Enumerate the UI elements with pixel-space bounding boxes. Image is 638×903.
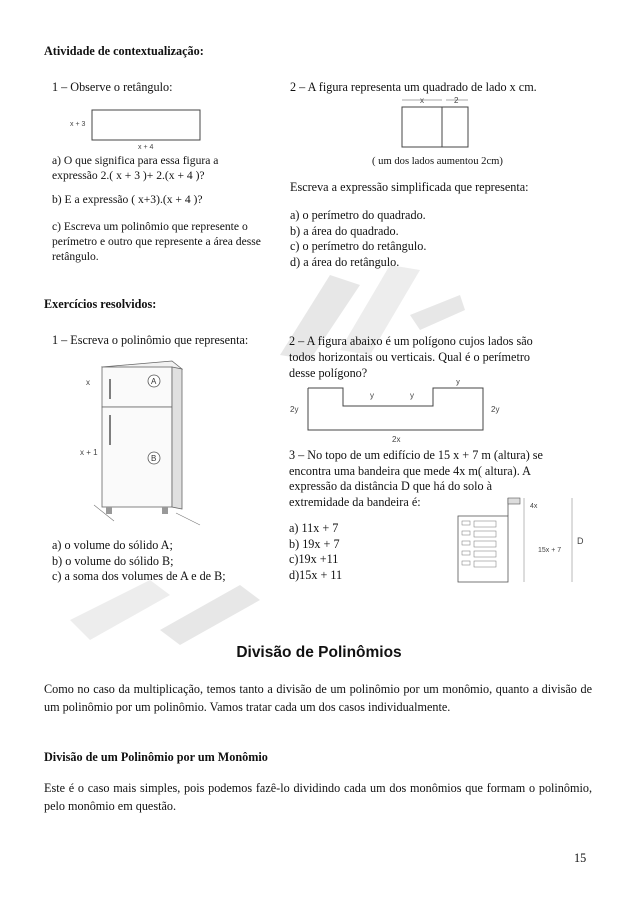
distance-D-label: D — [577, 536, 584, 546]
solved-q1-option-a: a) o volume do sólido A; — [52, 538, 173, 552]
polygon-figure — [288, 380, 513, 445]
solved-q1-title: 1 – Escreva o polinômio que representa: — [52, 333, 249, 347]
q1-item-a: a) O que significa para essa figura a expressão 2.( x + 3 )+ 2.(x + 4 )? — [52, 154, 219, 182]
fridge-x1-label: x + 1 — [80, 448, 98, 457]
q2-option-b: b) a área do quadrado. — [290, 223, 399, 238]
q1-item-c: c) Escreva um polinômio que represente o perímetro e outro que represente a área desse retângulo. — [52, 220, 261, 263]
solved-q3-option-b: b) 19x + 7 — [289, 536, 340, 551]
solved-q1-options — [52, 538, 226, 585]
section-heading-solved: Exercícios resolvidos: — [44, 297, 157, 311]
q2-option-c: c) o perímetro do retângulo. — [290, 239, 427, 253]
q2-option-a: a) o perímetro do quadrado. — [290, 208, 426, 222]
rect-bottom-label: x + 4 — [138, 144, 154, 151]
q2-note: ( um dos lados aumentou 2cm) — [372, 156, 503, 167]
fridge-A-label: A — [151, 377, 157, 386]
square-figure — [392, 94, 482, 154]
q1-item-b: b) E a expressão ( x+3).(x + 4 )? — [52, 193, 203, 206]
solved-q1-option-c: c) a soma dos volumes de A e de B; — [52, 569, 226, 583]
refrigerator-figure — [80, 355, 230, 530]
rect-left-label: x + 3 — [70, 121, 86, 128]
poly-y-2: y — [410, 391, 414, 400]
division-intro: Como no caso da multiplicação, temos tanto a divisão de um polinômio por um monômio, quanto a divisão de um polinômio por um polinômio. Vamos tratar cada um dos casos individualmente. — [44, 682, 592, 714]
poly-2y-right: 2y — [491, 405, 500, 414]
section-heading-activity: Atividade de contextualização: — [44, 44, 204, 58]
solved-q3-option-d: d)15x + 11 — [289, 567, 343, 582]
poly-y-1: y — [370, 391, 374, 400]
q2-option-d: d) a área do retângulo. — [290, 254, 400, 269]
page-number: 15 — [574, 851, 587, 865]
solved-q3-text: 3 – No topo de um edifício de 15 x + 7 m (altura) se encontra uma bandeira que mede 4x m( altura). A expressão da distância D que há do solo à extremidade da bandeira é: — [289, 448, 543, 509]
solved-q3-option-a: a) 11x + 7 — [289, 521, 339, 535]
solved-q1-option-b: b) o volume do sólido B; — [52, 553, 174, 568]
division-subheading: Divisão de um Polinômio por um Monômio — [44, 750, 268, 764]
building-15x7-label: 15x + 7 — [538, 547, 562, 554]
solved-q3-option-c: c)19x +11 — [289, 552, 339, 566]
q2-prompt: Escreva a expressão simplificada que representa: — [290, 180, 529, 194]
poly-y-3: y — [456, 380, 460, 386]
flag-4x-label: 4x — [530, 503, 538, 510]
fridge-x-label: x — [86, 378, 90, 387]
q1-title: 1 – Observe o retângulo: — [52, 80, 173, 94]
page-title: Divisão de Polinômios — [236, 644, 402, 661]
poly-2x: 2x — [392, 435, 401, 444]
fridge-B-label: B — [151, 454, 157, 463]
solved-q2-text: 2 – A figura abaixo é um polígono cujos lados são todos horizontais ou verticais. Qual é o perímetro desse polígono? — [289, 334, 533, 380]
q2-options — [290, 208, 426, 270]
square-x-label: x — [420, 96, 424, 105]
q2-title: 2 – A figura representa um quadrado de lado x cm. — [290, 80, 537, 94]
solved-q3-options — [289, 521, 342, 583]
division-sub-text: Este é o caso mais simples, pois podemos fazê-lo dividindo cada um dos monômios que formam o polinômio, pelo monômio em questão. — [44, 781, 592, 813]
rectangle-figure — [68, 104, 208, 154]
square-2-label: 2 — [454, 96, 459, 105]
poly-2y-left: 2y — [290, 405, 299, 414]
building-flag-figure — [446, 494, 596, 586]
